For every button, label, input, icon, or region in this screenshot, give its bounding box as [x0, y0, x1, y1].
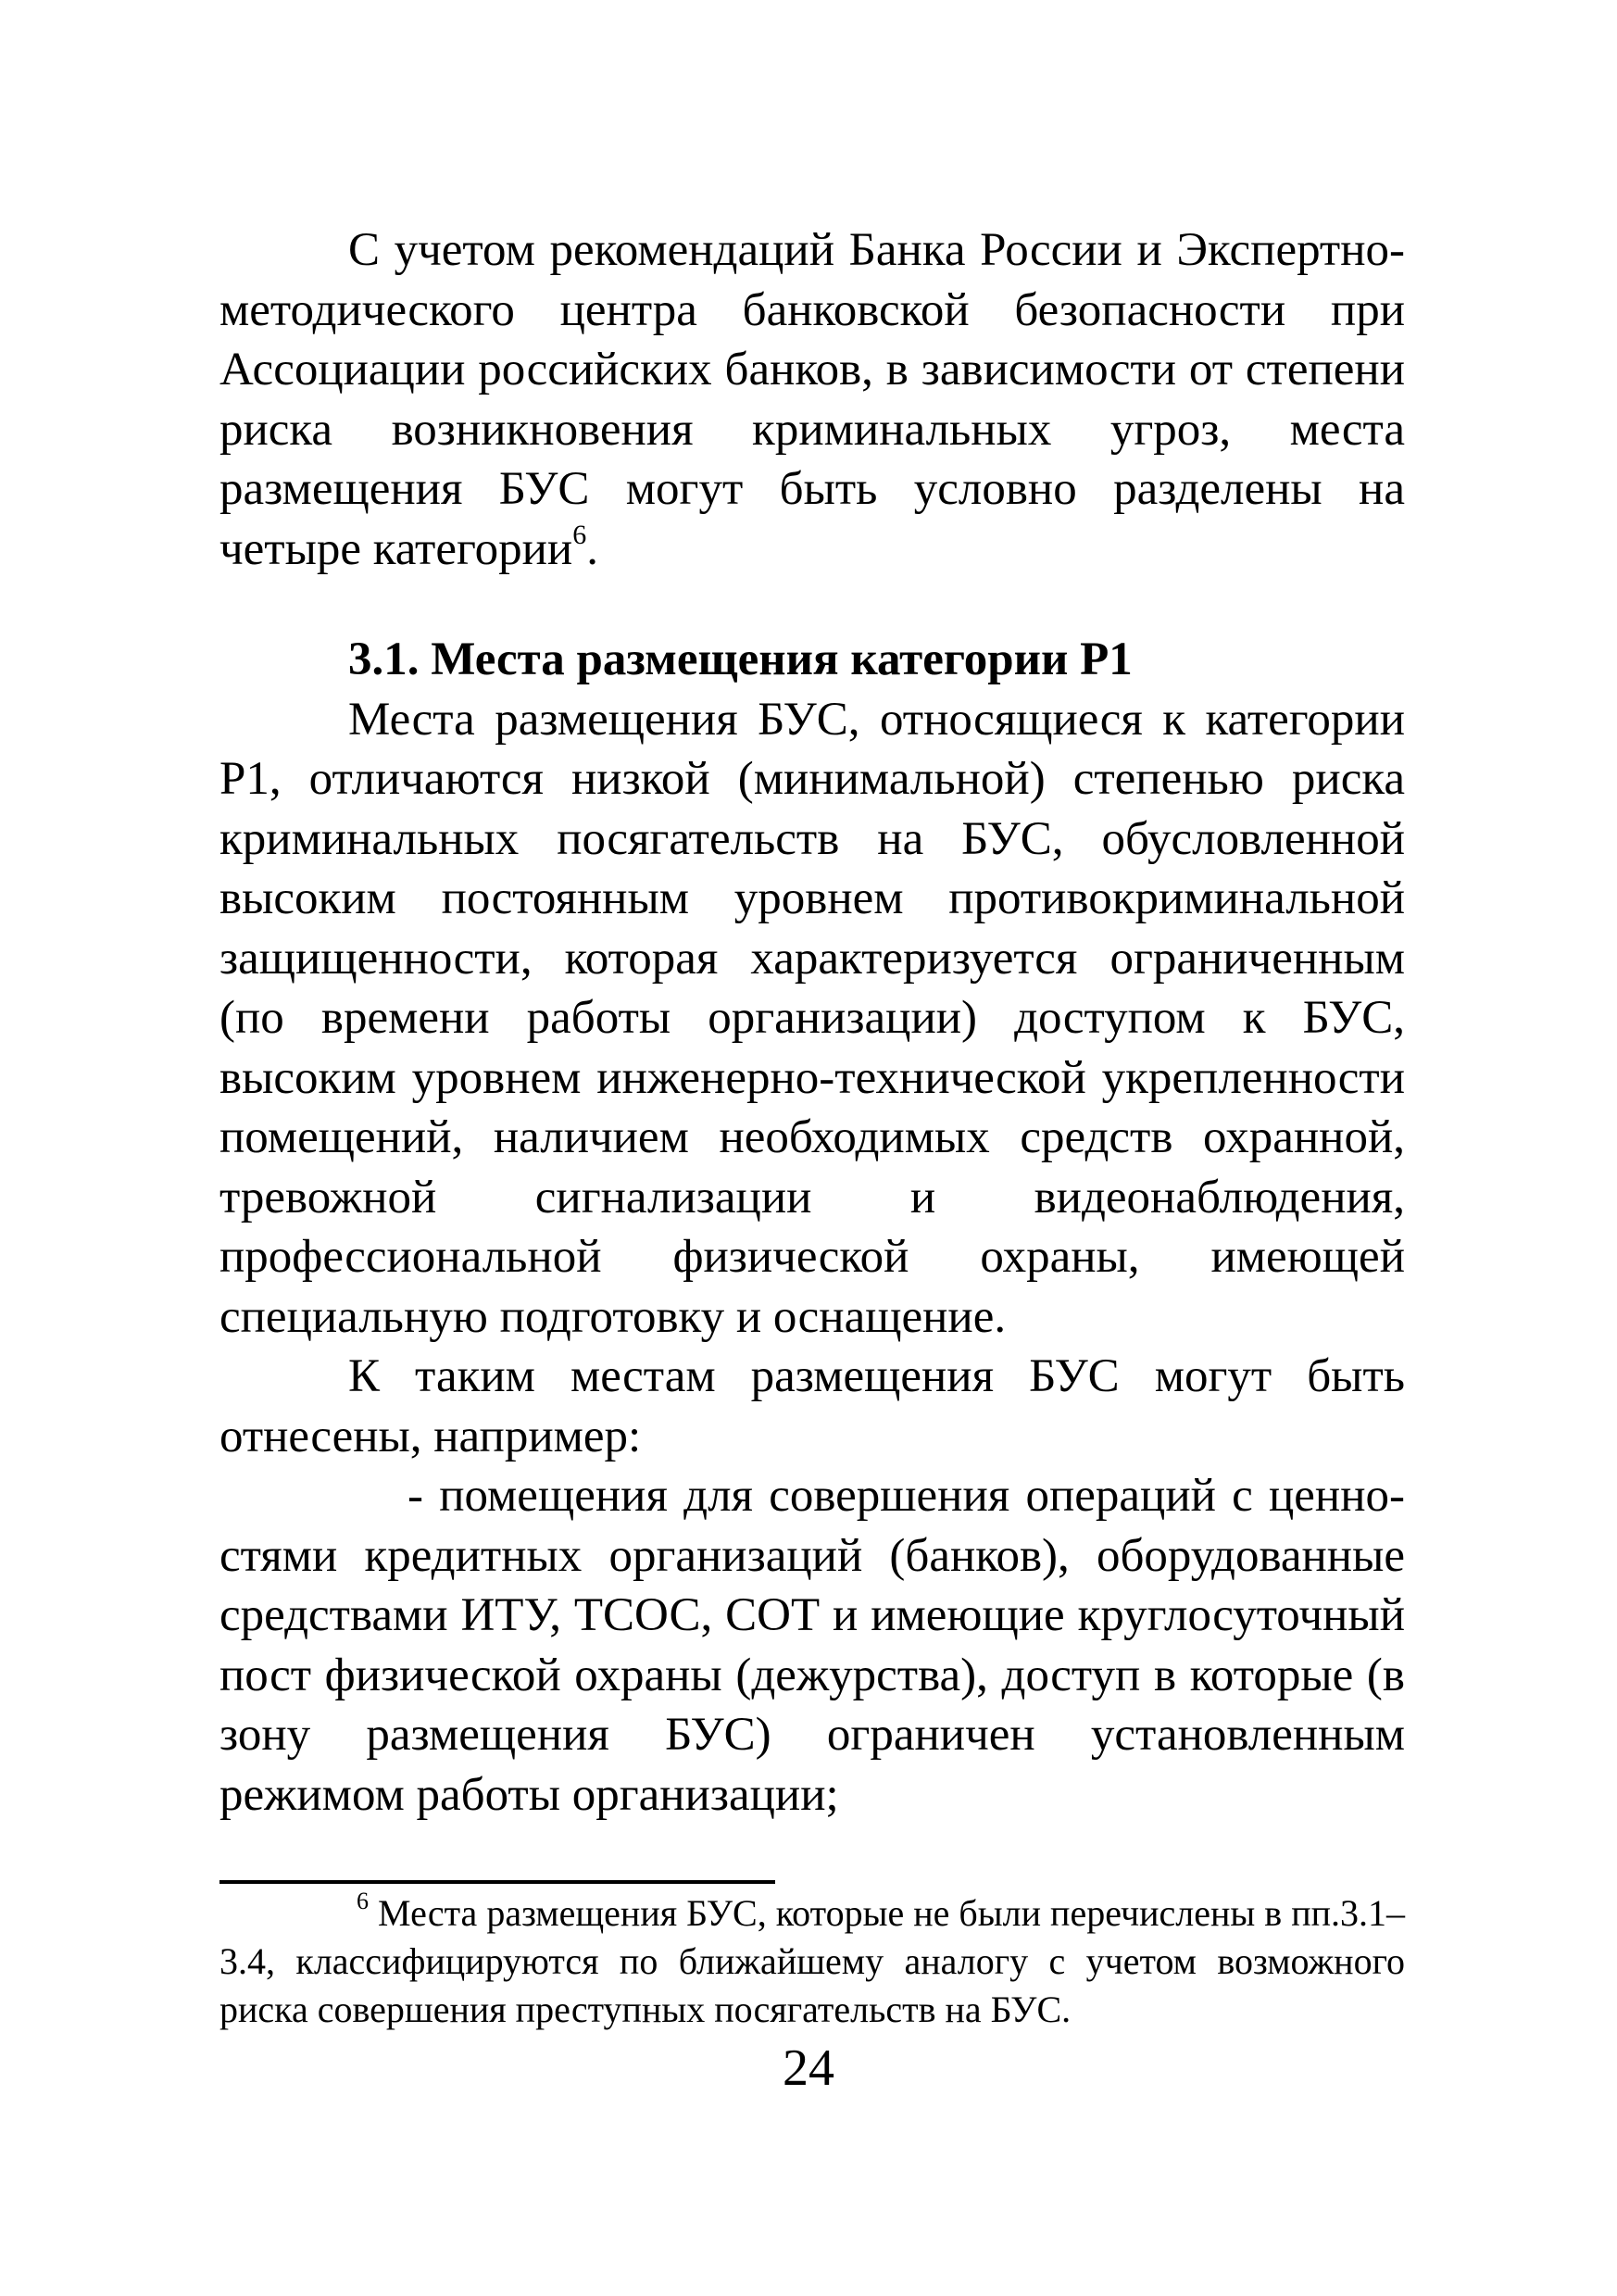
intro-paragraph [219, 220, 1405, 579]
section-paragraph-2: К таким местам размещения БУС могут быть отнесены, например: [219, 1350, 1405, 1462]
footnote-number: 6 [357, 1888, 369, 1914]
footnote-reference[interactable]: 6 [572, 519, 587, 550]
footnote [219, 1889, 1405, 2034]
page-number: 24 [783, 2039, 834, 2097]
intro-end: . [586, 522, 598, 575]
footnote-paragraph [219, 1889, 1405, 2034]
section-block [219, 630, 1405, 1825]
footnote-text: Места размещения БУС, которые не были перечислены в пп.3.1–3.4, классифицируются по ближайшему аналогу с учетом возможного риска совершения преступных посягательств на БУС. [219, 1892, 1405, 2030]
footnote-separator [219, 1880, 775, 1884]
list-item: - помещения для совершения операций с ценностями кредитных организаций (банков), оборудованные средствами ИТУ, ТСОС, СОТ и имеющие круглосуточный пост физической охраны (дежурства), доступ в которые (в зону размещения БУС) ограничен установленным режимом работы организации; [219, 1470, 1405, 1821]
section-heading: 3.1. Места размещения категории Р1 [348, 634, 1133, 685]
section-paragraph-1: Места размещения БУС, относящиеся к категории Р1, отличаются низкой (минимальной) степенью риска криминальных посягательств на БУС, обусловленной высоким постоянным уровнем противокриминальной защищенности, которая характеризуется ограниченным (по времени работы организации) доступом к БУС, высоким уровнем инженерно-технической укрепленности помещений, наличием необходимых средств охранной, тревожной сигнализации и видеонаблюдения, профессиональной физической охраны, имеющей специальную подготовку и оснащение. [219, 693, 1405, 1343]
intro-text: С учетом рекомендаций Банка России и Экспертно-методического центра банковской безопасности при Ассоциации российских банков, в зависимости от степени риска возникновения криминальных угроз, места размещения БУС могут быть условно разделены на четыре категории [219, 224, 1405, 575]
intro-block [219, 220, 1405, 579]
